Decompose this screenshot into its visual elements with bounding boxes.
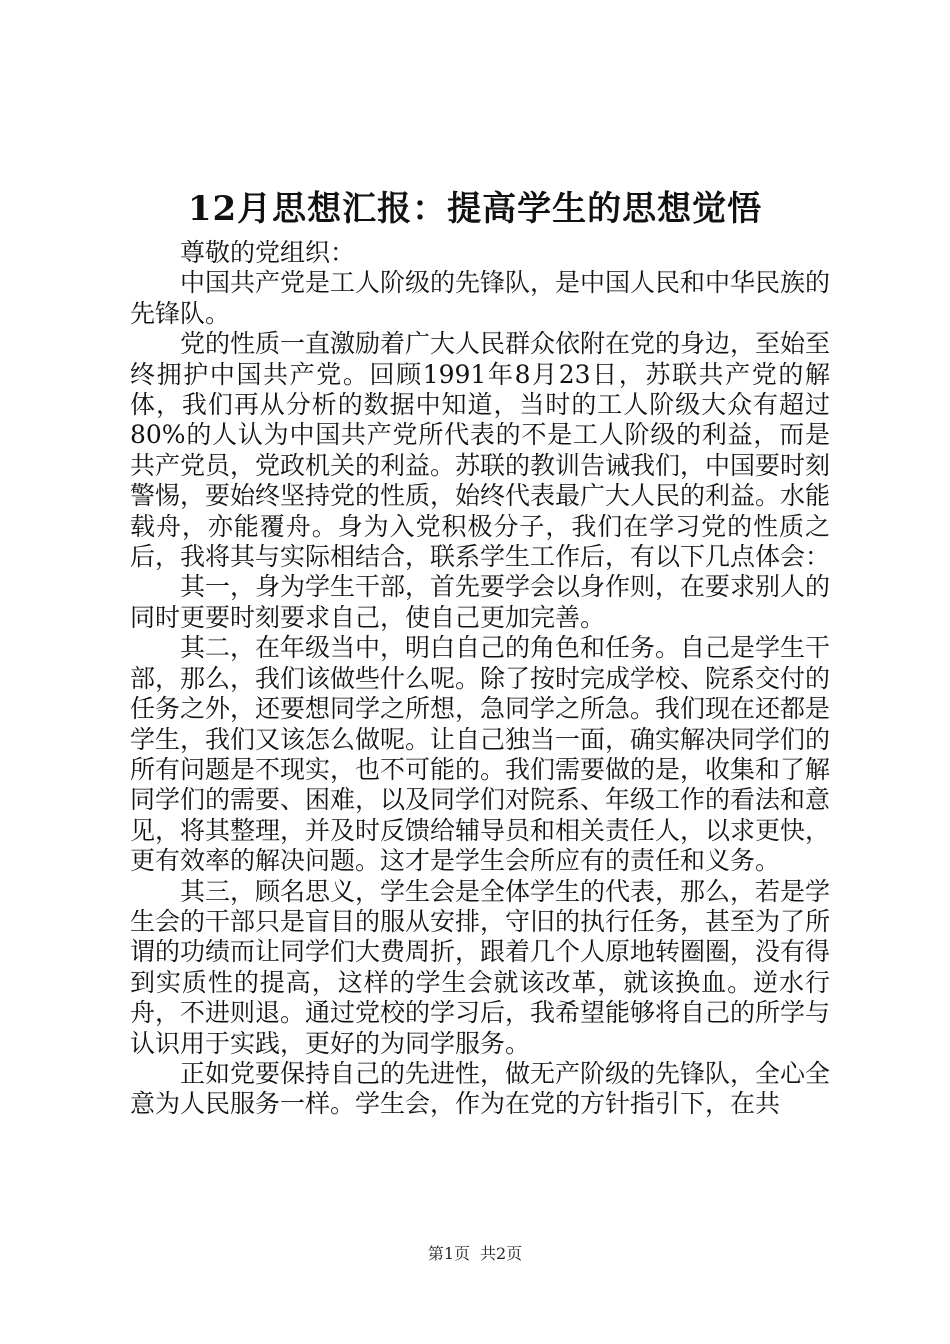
paragraph: 党的性质一直激励着广大人民群众依附在党的身边，至始至终拥护中国共产党。回顾1991年8月23日，苏联共产党的解体，我们再从分析的数据中知道，当时的工人阶级大众有超过80%的人认为中国共产党所代表的不是工人阶级的利益，而是共产党员，党政机关的利益。苏联的教训告诫我们，中国要时刻警惕，要始终坚持党的性质，始终代表最广大人民的利益。水能载舟，亦能覆舟。身为入党积极分子，我们在学习党的性质之后，我将其与实际相结合，联系学生工作后，有以下几点体会：: [130, 329, 831, 572]
paragraph: 中国共产党是工人阶级的先锋队，是中国人民和中华民族的先锋队。: [130, 268, 831, 328]
page-number: 第1页: [427, 1244, 470, 1263]
paragraph: 其三，顾名思义，学生会是全体学生的代表，那么，若是学生会的干部只是盲目的服从安排，守旧的执行任务，甚至为了所谓的功绩而让同学们大费周折，跟着几个人原地转圈圈，没有得到实质性的提高，这样的学生会就该改革，就该换血。逆水行舟，不进则退。通过党校的学习后，我希望能够将自己的所学与认识用于实践，更好的为同学服务。: [130, 876, 831, 1058]
document-title: 12月思想汇报：提高学生的思想觉悟: [187, 189, 763, 229]
salutation: 尊敬的党组织：: [180, 238, 356, 267]
paragraph: 其二，在年级当中，明白自己的角色和任务。自己是学生干部，那么，我们该做些什么呢。除了按时完成学校、院系交付的任务之外，还要想同学之所想，急同学之所急。我们现在还都是学生，我们又该怎么做呢。让自己独当一面，确实解决同学们的所有问题是不现实，也不可能的。我们需要做的是，收集和了解同学们的需要、困难，以及同学们对院系、年级工作的看法和意见，将其整理，并及时反馈给辅导员和相关责任人，以求更快，更有效率的解决问题。这才是学生会所应有的责任和义务。: [130, 633, 831, 876]
page-footer: [0, 1243, 950, 1265]
document-body: [130, 238, 830, 1120]
paragraph: 正如党要保持自己的先进性，做无产阶级的先锋队，全心全意为人民服务一样。学生会，作为在党的方针指引下，在共: [130, 1058, 831, 1119]
paragraph: 其一，身为学生干部，首先要学会以身作则，在要求别人的同时更要时刻要求自己，使自己更加完善。: [130, 572, 831, 632]
page-total: 共2页: [480, 1244, 523, 1263]
